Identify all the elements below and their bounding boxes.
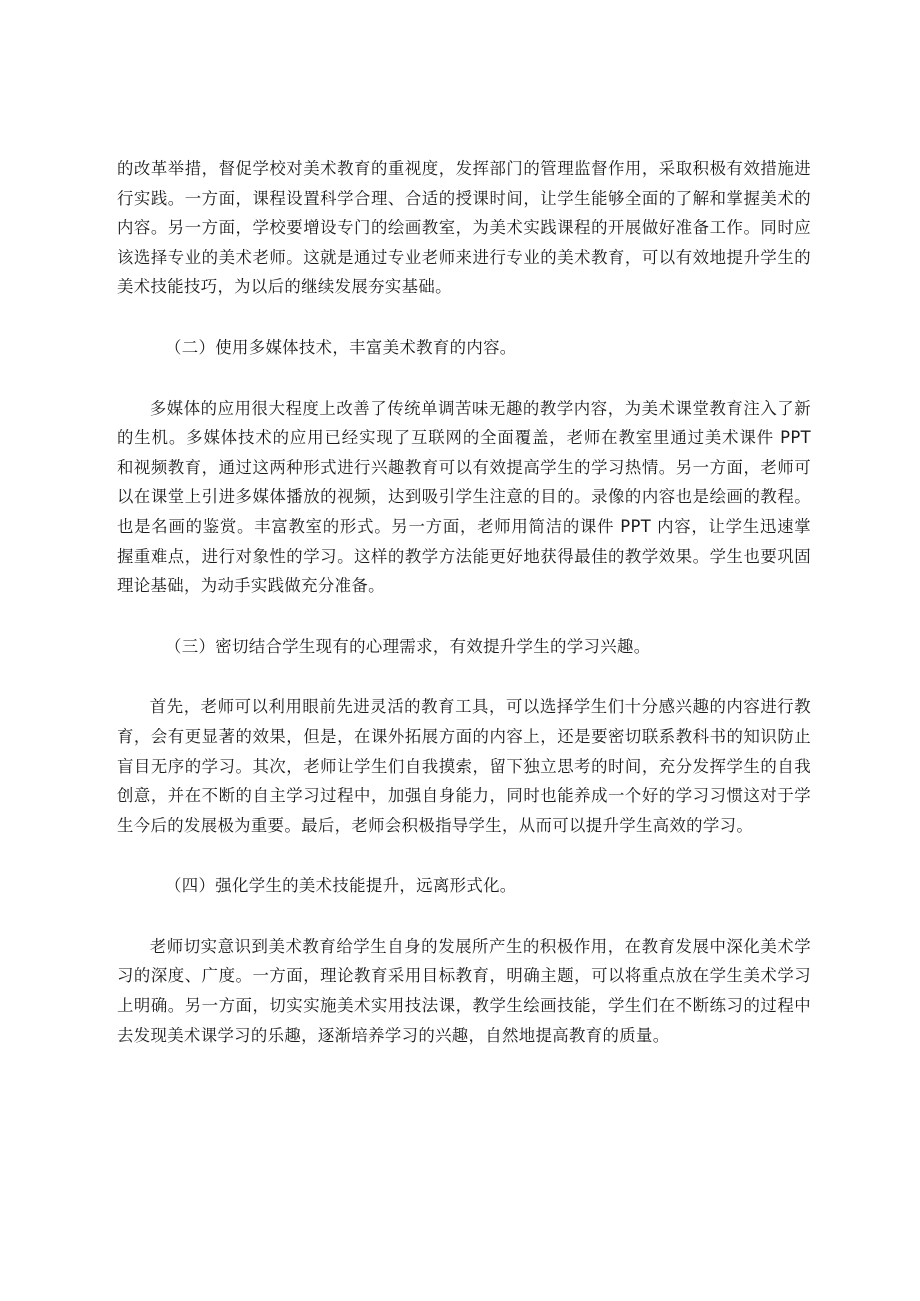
section-heading-3: （三）密切结合学生现有的心理需求，有效提升学生的学习兴趣。	[165, 636, 651, 656]
document-body	[117, 154, 811, 1050]
paragraph-multimedia: 多媒体的应用很大程度上改善了传统单调苦味无趣的教学内容，为美术课堂教育注入了新的生机。多媒体技术的应用已经实现了互联网的全面覆盖，老师在教室里通过美术课件 PPT 和视频教育，通过这两种形式进行兴趣教育可以有效提高学生的学习热情。另一方面，老师可以在课堂上引进多媒体播放的视频，达到吸引学生注意的目的。录像的内容也是绘画的教程。也是名画的鉴赏。丰富教室的形式。另一方面，老师用简洁的课件 PPT 内容，让学生迅速掌握重难点，进行对象性的学习。这样的教学方法能更好地获得最佳的教学效果。学生也要巩固理论基础，为动手实践做充分准备。	[117, 398, 811, 596]
paragraph-interest: 首先，老师可以利用眼前先进灵活的教育工具，可以选择学生们十分感兴趣的内容进行教育，会有更显著的效果，但是，在课外拓展方面的内容上，还是要密切联系教科书的知识防止盲目无序的学习。其次，老师让学生们自我摸索，留下独立思考的时间，充分发挥学生的自我创意，并在不断的自主学习过程中，加强自身能力，同时也能养成一个好的学习习惯这对于学生今后的发展极为重要。最后，老师会积极指导学生，从而可以提升学生高效的学习。	[117, 697, 811, 835]
paragraph-spacer	[117, 601, 811, 632]
section-heading-2: （二）使用多媒体技术，丰富美术教育的内容。	[165, 337, 517, 357]
paragraph-spacer	[117, 840, 811, 871]
paragraph-skills: 老师切实意识到美术教育给学生自身的发展所产生的积极作用，在教育发展中深化美术学习的深度、广度。一方面，理论教育采用目标教育，明确主题，可以将重点放在学生美术学习上明确。另一方面，切实实施美术实用技法课，教学生绘画技能，学生们在不断练习的过程中去发现美术课学习的乐趣，逐渐培养学习的兴趣，自然地提高教育的质量。	[117, 936, 811, 1045]
paragraph-spacer	[117, 901, 811, 932]
paragraph-continuation: 的改革举措，督促学校对美术教育的重视度，发挥部门的管理监督作用，采取积极有效措施进行实践。一方面，课程设置科学合理、合适的授课时间，让学生能够全面的了解和掌握美术的内容。另一方面，学校要增设专门的绘画教室，为美术实践课程的开展做好准备工作。同时应该选择专业的美术老师。这就是通过专业老师来进行专业的美术教育，可以有效地提升学生的美术技能技巧，为以后的继续发展夯实基础。	[117, 159, 811, 297]
paragraph-spacer	[117, 302, 811, 333]
section-heading-4: （四）强化学生的美术技能提升，远离形式化。	[165, 876, 517, 896]
paragraph-spacer	[117, 661, 811, 692]
paragraph-spacer	[117, 363, 811, 394]
